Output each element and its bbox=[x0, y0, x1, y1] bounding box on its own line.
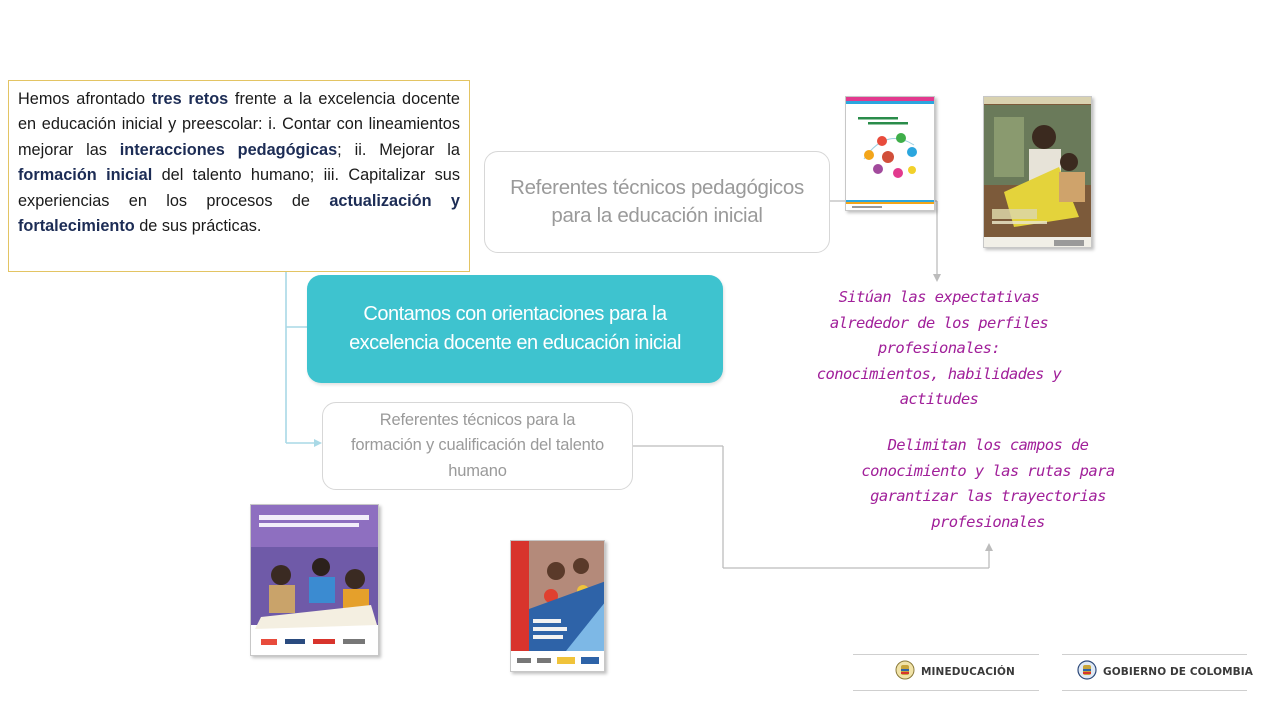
note-line: profesionales bbox=[931, 512, 1045, 531]
book-cover-educacion bbox=[510, 540, 605, 672]
note-line: Sitúan las expectativas bbox=[838, 288, 1040, 306]
gobierno-colombia-logo-text: GOBIERNO DE COLOMBIA bbox=[1103, 666, 1253, 678]
book-cover-fotografia-ninos bbox=[983, 96, 1092, 248]
book-cover-cualificacion-talento-humano bbox=[250, 504, 379, 656]
intro-emphasis: actualización y fortalecimiento bbox=[18, 191, 460, 236]
mineducacion-logo-text: MINEDUCACIÓN bbox=[921, 666, 1015, 678]
note-line: garantizar las trayectorias bbox=[870, 487, 1106, 505]
intro-text-box bbox=[8, 80, 470, 272]
referentes-formacion-text: Referentes técnicos para la formación y cualificación del talento humano bbox=[350, 410, 605, 480]
referentes-pedagogicos-box bbox=[484, 151, 830, 253]
book-cover-modelo-pedagogico bbox=[845, 96, 935, 211]
intro-text: Hemos afrontado bbox=[18, 90, 152, 108]
note-line: alrededor de los perfiles bbox=[829, 313, 1049, 332]
intro-emphasis: tres retos bbox=[151, 90, 229, 108]
intro-emphasis: formación inicial bbox=[18, 166, 153, 185]
gobierno-colombia-logo bbox=[1077, 662, 1253, 682]
intro-text: ; ii. Mejorar la bbox=[337, 140, 460, 159]
intro-emphasis: interacciones pedagógicas bbox=[119, 140, 338, 159]
mineducacion-logo bbox=[895, 662, 1015, 682]
colombian-coat-of-arms-icon bbox=[1077, 660, 1097, 685]
referentes-pedagogicos-text: Referentes técnicos pedagógicos para la educación inicial bbox=[510, 176, 804, 227]
logo-divider-top-left bbox=[853, 654, 1039, 655]
referentes-formacion-box bbox=[322, 402, 633, 490]
note-line: conocimientos, habilidades y bbox=[816, 364, 1062, 383]
note-line: actitudes bbox=[899, 390, 979, 408]
logo-divider-bottom-left bbox=[853, 690, 1039, 691]
orientaciones-main-text: Contamos con orientaciones para la excelencia docente en educación inicial bbox=[349, 303, 681, 354]
note-line: profesionales: bbox=[877, 339, 1001, 357]
note-line: Delimitan los campos de bbox=[887, 436, 1089, 454]
logo-divider-bottom-right bbox=[1062, 690, 1247, 691]
intro-text: del talento humano; iii. Capitalizar sus experiencias en los procesos de bbox=[18, 166, 460, 210]
note-expectativas bbox=[805, 285, 1073, 413]
note-campos bbox=[848, 433, 1128, 535]
note-line: conocimiento y las rutas para bbox=[861, 461, 1115, 480]
orientaciones-main-box bbox=[307, 275, 723, 383]
intro-text: de sus prácticas. bbox=[134, 217, 262, 236]
logo-divider-top-right bbox=[1062, 654, 1247, 655]
colombian-coat-of-arms-icon bbox=[895, 660, 915, 685]
intro-text: frente a la excelencia docente en educación inicial y preescolar: i. Contar con lineamientos mejorar las bbox=[18, 90, 460, 159]
